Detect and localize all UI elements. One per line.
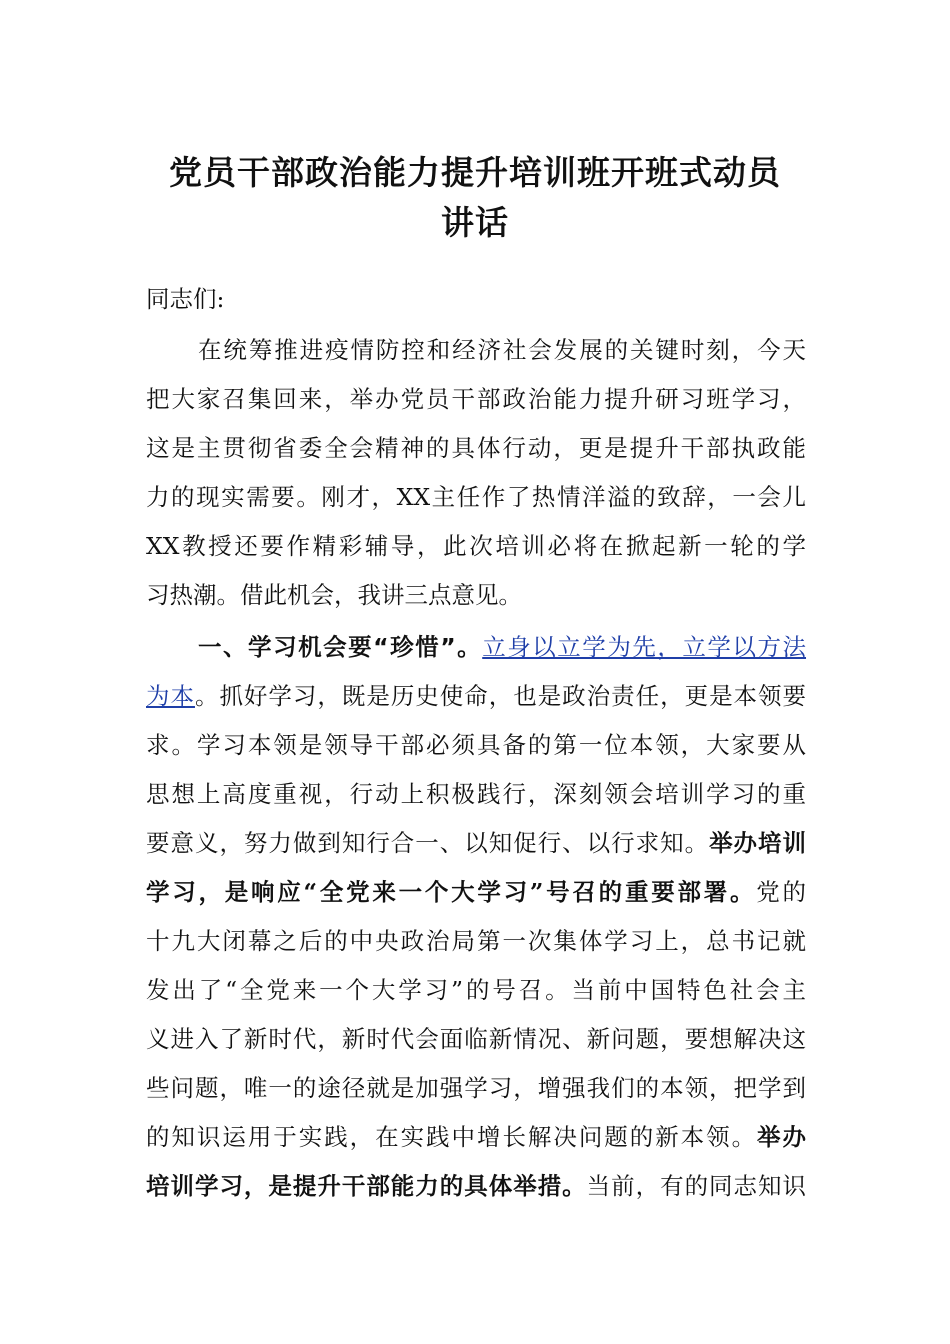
section1-text: 。抓好学习，既是历史使命，也是政治责任，更是本领要 <box>194 682 807 710</box>
para1-line: 力的现实需要。刚才，XX主任作了热情洋溢的致辞，一会儿 <box>146 483 806 511</box>
section1-line: 十九大闭幕之后的中央政治局第一次集体学习上，总书记就 <box>146 927 806 955</box>
section1-line: 些问题，唯一的途径就是加强学习，增强我们的本领，把学到 <box>146 1074 806 1102</box>
section1-line <box>146 1113 806 1162</box>
section1-line: 求。学习本领是领导干部必须具备的第一位本领，大家要从 <box>146 731 806 759</box>
section1-text: 要意义，努力做到知行合一、以知促行、以行求知。 <box>146 829 710 857</box>
section1-line: 发出了“全党来一个大学习”的号召。当前中国特色社会主 <box>146 976 806 1004</box>
title-line-2: 讲话 <box>441 203 509 242</box>
section1-link-continued[interactable]: 为本 <box>146 682 195 710</box>
para1-line: 把大家召集回来，举办党员干部政治能力提升研习班学习， <box>146 385 806 413</box>
section1-line <box>198 623 806 672</box>
section1-text: 党的 <box>756 878 806 906</box>
para1-line: 在统筹推进疫情防控和经济社会发展的关键时刻，今天 <box>198 336 806 364</box>
para1-line: 习热潮。借此机会，我讲三点意见。 <box>146 581 522 609</box>
section1-line <box>146 819 806 868</box>
section1-line <box>146 868 806 917</box>
section1-emphasis: 举办培训 <box>709 829 807 857</box>
section1-text: 当前，有的同志知识 <box>586 1172 807 1200</box>
title-line-1: 党员干部政治能力提升培训班开班式动员 <box>169 153 781 192</box>
document-title <box>140 148 810 248</box>
section1-emphasis: 培训学习，是提升干部能力的具体举措。 <box>146 1172 587 1200</box>
section1-line <box>146 672 806 721</box>
section1-line <box>146 1162 806 1211</box>
para1-line: XX教授还要作精彩辅导，此次培训必将在掀起新一轮的学 <box>146 532 806 560</box>
para1-line: 这是主贯彻省委全会精神的具体行动，更是提升干部执政能 <box>146 434 806 462</box>
section1-emphasis: 举办 <box>757 1123 807 1151</box>
section1-link[interactable]: 立身以立学为先，立学以方法 <box>482 633 807 661</box>
section1-text: 的知识运用于实践，在实践中增长解决问题的新本领。 <box>146 1123 758 1151</box>
section1-line: 思想上高度重视，行动上积极践行，深刻领会培训学习的重 <box>146 780 806 808</box>
section1-line: 义进入了新时代，新时代会面临新情况、新问题，要想解决这 <box>146 1025 806 1053</box>
section1-emphasis: 学习，是响应“全党来一个大学习”号召的重要部署。 <box>146 878 757 906</box>
section1-heading: 一、学习机会要“珍惜”。 <box>198 633 483 661</box>
salutation: 同志们: <box>146 285 225 313</box>
